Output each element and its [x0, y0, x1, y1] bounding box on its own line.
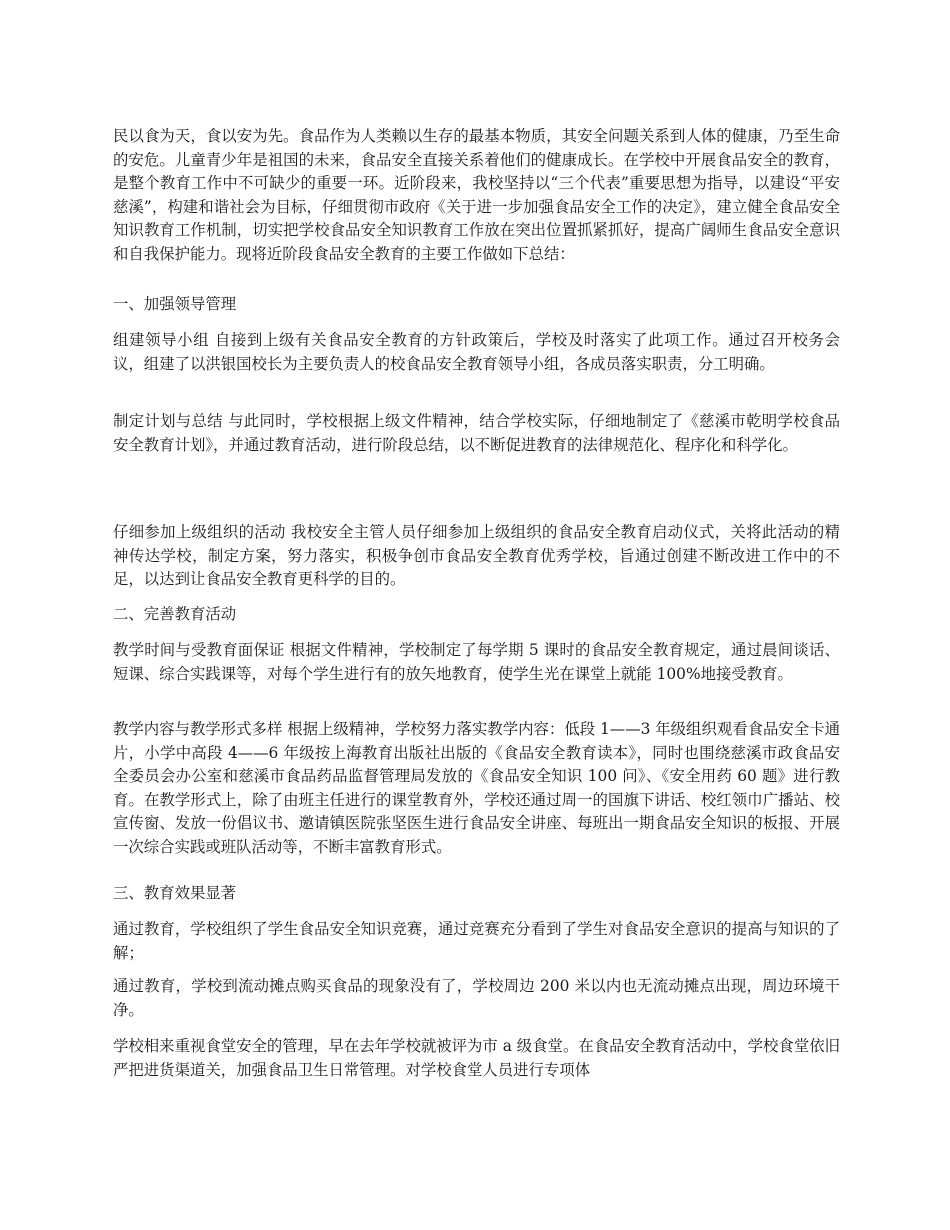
intro-text: 民以食为天，食以安为先。食品作为人类赖以生存的最基本物质，其安全问题关系到人体的健康，乃至生命的安危。儿童青少年是祖国的未来，食品安全直接关系着他们的健康成长。在学校中开展食品安全的教育，是整个教育工作中不可缺少的重要一环。近阶段来，我校坚持以“三个代表”重要思想为指导，以建设“平安慈溪”，构建和谐社会为目标，仔细贯彻市政府《关于进一步加强食品安全工作的决定》，建立健全食品安全知识教育工作机制，切实把学校食品安全知识教育工作放在突出位置抓紧抓好，提高广阔师生食品安全意识和自我保护能力。现将近阶段食品安全教育的主要工作做如下总结：: [113, 127, 840, 263]
section-1-paragraph-1-text: 组建领导小组 自接到上级有关食品安全教育的方针政策后，学校及时落实了此项工作。通过召开校务会议，组建了以洪银国校长为主要负责人的校食品安全教育领导小组，各成员落实职责，分工明确。: [113, 331, 840, 373]
section-2-paragraph-1-text: 教学时间与受教育面保证 根据文件精神，学校制定了每学期 5 课时的食品安全教育规定，通过晨间谈话、短课、综合实践课等，对每个学生进行有的放矢地教育，使学生光在课堂上就能 100%地接受教育。: [113, 641, 840, 683]
section-3-paragraph-1-text: 通过教育，学校组织了学生食品安全知识竞赛，通过竞赛充分看到了学生对食品安全意识的提高与知识的了解；: [113, 920, 840, 962]
section-2-paragraph-1: [113, 639, 840, 686]
section-3-paragraph-2-text: 通过教育，学校到流动摊点购买食品的现象没有了，学校周边 200 米以内也无流动摊点出现，周边环境干净。: [113, 977, 840, 1019]
section-1-paragraph-2: [113, 410, 840, 457]
section-3-heading-text: 三、教育效果显著: [113, 884, 237, 902]
section-2-heading: [113, 603, 840, 627]
section-1-paragraph-3: [113, 521, 840, 592]
section-2-heading-text: 二、完善教育活动: [113, 605, 237, 623]
section-1-paragraph-2-text: 制定计划与总结 与此同时，学校根据上级文件精神，结合学校实际，仔细地制定了《慈溪市乾明学校食品安全教育计划》，并通过教育活动，进行阶段总结，以不断促进教育的法律规范化、程序化和科学化。: [113, 412, 840, 454]
section-3-heading: [113, 882, 840, 906]
section-1-paragraph-3-text: 仔细参加上级组织的活动 我校安全主管人员仔细参加上级组织的食品安全教育启动仪式，关将此活动的精神传达学校，制定方案，努力落实，积极争创市食品安全教育优秀学校，旨通过创建不断改进工作中的不足，以达到让食品安全教育更科学的目的。: [113, 523, 840, 588]
section-3-paragraph-3: [113, 1035, 840, 1082]
section-3-paragraph-2: [113, 975, 840, 1022]
section-3-paragraph-1: [113, 918, 840, 965]
section-2-paragraph-2: [113, 718, 840, 859]
section-2-paragraph-2-text: 教学内容与教学形式多样 根据上级精神，学校努力落实教学内容：低段 1——3 年级组织观看食品安全卡通片，小学中高段 4——6 年级按上海教育出版社出版的《食品安全教育读本》，同时也围绕慈溪市政食品安全委员会办公室和慈溪市食品药品监督管理局发放的《食品安全知识 100 问》、《安全用药 60 题》进行教育。在教学形式上，除了由班主任进行的课堂教育外，学校还通过周一的国旗下讲话、校红领巾广播站、校宣传窗、发放一份倡议书、邀请镇医院张坚医生进行食品安全讲座、每班出一期食品安全知识的板报、开展一次综合实践或班队活动等，不断丰富教育形式。: [113, 720, 840, 856]
section-1-heading-text: 一、加强领导管理: [113, 295, 237, 313]
section-1-paragraph-1: [113, 329, 840, 376]
intro-paragraph: [113, 125, 840, 266]
section-3-paragraph-3-text: 学校相来重视食堂安全的管理，早在去年学校就被评为市 a 级食堂。在食品安全教育活动中，学校食堂依旧严把进货渠道关，加强食品卫生日常管理。对学校食堂人员进行专项体: [113, 1037, 840, 1079]
section-1-heading: [113, 293, 840, 317]
